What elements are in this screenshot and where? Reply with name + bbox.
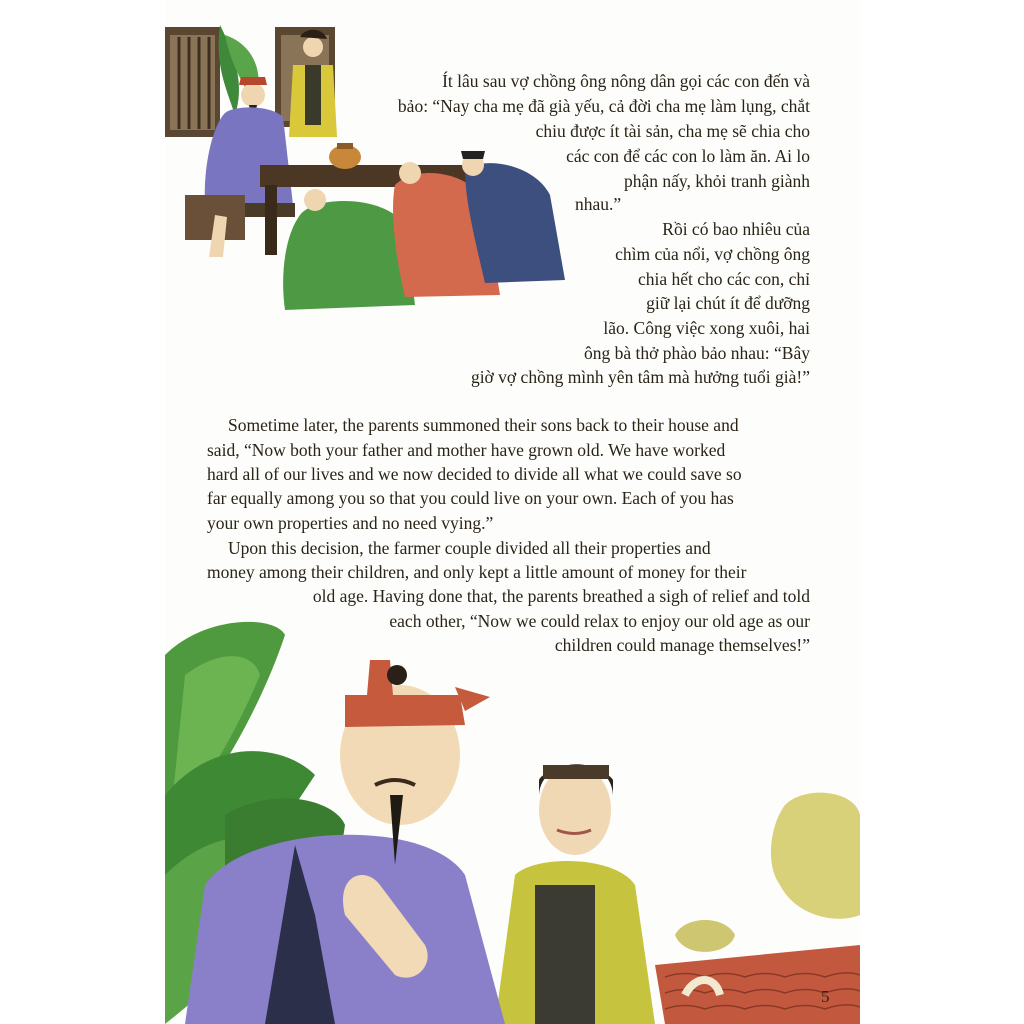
vi-line: nhau.” bbox=[575, 194, 622, 214]
vi-line: Ít lâu sau vợ chồng ông nông dân gọi các con đến và bbox=[442, 71, 810, 91]
couple-illustration bbox=[165, 615, 860, 1024]
en-line: far equally among you so that you could live on your own. Each of you has bbox=[207, 488, 734, 508]
en-line: hard all of our lives and we now decided to divide all what we could save so bbox=[207, 464, 742, 484]
vi-line: giữ lại chút ít để dưỡng bbox=[646, 293, 810, 313]
vi-line: lão. Công việc xong xuôi, hai bbox=[603, 318, 810, 338]
book-page bbox=[165, 0, 860, 1024]
en-line: said, “Now both your father and mother have grown old. We have worked bbox=[207, 440, 726, 460]
en-line: money among their children, and only kept a little amount of money for their bbox=[207, 562, 747, 582]
en-line: Sometime later, the parents summoned their sons back to their house and bbox=[228, 415, 739, 435]
en-line: children could manage themselves!” bbox=[554, 635, 810, 655]
en-line: old age. Having done that, the parents breathed a sigh of relief and told bbox=[312, 586, 810, 606]
page-number: 5 bbox=[821, 987, 830, 1006]
vi-line: ông bà thở phào bảo nhau: “Bây bbox=[583, 343, 810, 363]
vi-line: giờ vợ chồng mình yên tâm mà hưởng tuổi già!” bbox=[470, 367, 810, 387]
vi-line: chia hết cho các con, chỉ bbox=[638, 269, 810, 289]
en-line: each other, “Now we could relax to enjoy our old age as our bbox=[389, 611, 810, 631]
vi-line: các con để các con lo làm ăn. Ai lo bbox=[566, 146, 810, 166]
en-line: your own properties and no need vying.” bbox=[207, 513, 494, 533]
vi-line: chiu được ít tài sản, cha mẹ sẽ chia cho bbox=[535, 121, 810, 141]
vi-line: bảo: “Nay cha mẹ đã già yếu, cả đời cha mẹ làm lụng, chắt bbox=[397, 96, 810, 116]
vi-line: Rồi có bao nhiêu của bbox=[662, 219, 810, 239]
vi-line: chìm của nổi, vợ chồng ông bbox=[615, 244, 810, 264]
en-line: Upon this decision, the farmer couple divided all their properties and bbox=[228, 538, 711, 558]
vi-line: phận nấy, khỏi tranh giành bbox=[624, 171, 810, 191]
